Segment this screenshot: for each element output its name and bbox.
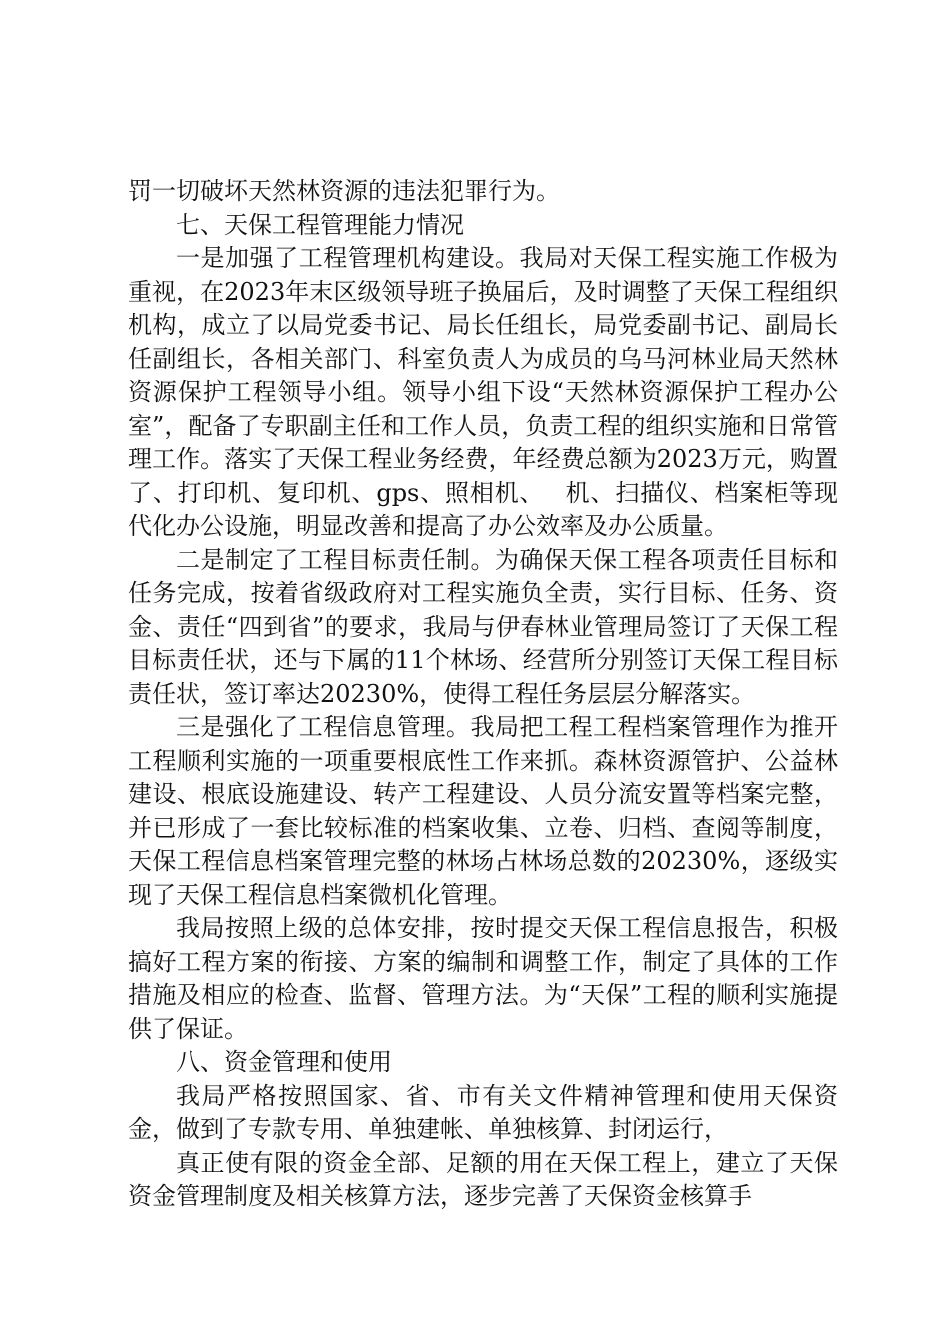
paragraph-3: 一是加强了工程管理机构建设。我局对天保工程实施工作极为重视，在2023年末区级领导班子换届后，及时调整了天保工程组织机构，成立了以局党委书记、局长任组长，局党委副书记、副局长任副组长，各相关部门、科室负责人为成员的乌马河林业局天然林资源保护工程领导小组。领导小组下设“天然林资源保护工程办公室”，配备了专职副主任和工作人员，负责工程的组织实施和日常管理工作。落实了天保工程业务经费，年经费总额为2023万元，购置了、打印机、复印机、gps、照相机、 机、扫描仪、档案柜等现代化办公设施，明显改善和提高了办公效率及办公质量。 [128,244,838,540]
paragraph-6: 我局按照上级的总体安排，按时提交天保工程信息报告，积极搞好工程方案的衔接、方案的编制和调整工作，制定了具体的工作措施及相应的检查、监督、管理方法。为“天保”工程的顺利实施提供了保证。 [128,914,838,1043]
paragraph-4: 二是制定了工程目标责任制。为确保天保工程各项责任目标和任务完成，按着省级政府对工程实施负全责，实行目标、任务、资金、责任“四到省”的要求，我局与伊春林业管理局签订了天保工程目标责任状，还与下属的11个林场、经营所分别签订天保工程目标责任状，签订率达20230%，使得工程任务层层分解落实。 [128,545,838,708]
section-heading-8: 八、资金管理和使用 [176,1048,392,1076]
paragraph-9: 真正使有限的资金全部、足额的用在天保工程上，建立了天保资金管理制度及相关核算方法，逐步完善了天保资金核算手 [128,1148,838,1210]
document-body [128,175,838,1214]
paragraph-5: 三是强化了工程信息管理。我局把工程工程档案管理作为推开工程顺利实施的一项重要根底性工作来抓。森林资源管护、公益林建设、根底设施建设、转产工程建设、人员分流安置等档案完整，并已形成了一套比较标准的档案收集、立卷、归档、查阅等制度，天保工程信息档案管理完整的林场占林场总数的20230%，逐级实现了天保工程信息档案微机化管理。 [128,713,838,909]
paragraph-1: 罚一切破坏天然林资源的违法犯罪行为。 [128,177,560,205]
paragraph-8: 我局严格按照国家、省、市有关文件精神管理和使用天保资金，做到了专款专用、单独建帐、单独核算、封闭运行， [128,1081,838,1143]
section-heading-7: 七、天保工程管理能力情况 [176,210,464,239]
